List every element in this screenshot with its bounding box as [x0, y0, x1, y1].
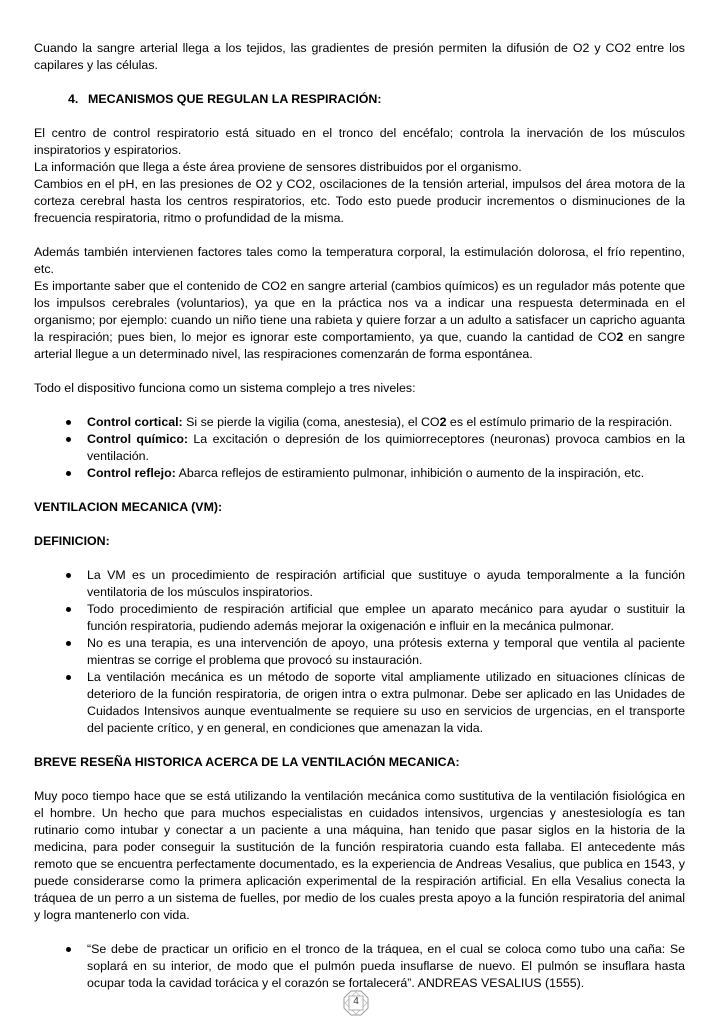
level-bold: 2	[439, 415, 447, 429]
bullet-icon	[66, 675, 71, 680]
co2-subscript-bold: 2	[616, 330, 624, 344]
paragraph-co2-regulator	[34, 278, 685, 363]
history-heading: BREVE RESEÑA HISTORICA ACERCA DE LA VENTILACIÓN MECANICA:	[34, 755, 460, 769]
definition-text: Todo procedimiento de respiración artificial que emplee un aparato mecánico para ayudar o sustituir la función respiratoria, pudiendo además mejorar la oxigenación e influir en la mecánica pulmonar.	[87, 602, 685, 633]
bullet-icon	[66, 947, 71, 952]
level-label: Control cortical:	[87, 415, 183, 429]
paragraph-sensors: La información que llega a éste área proviene de sensores distribuidos por el organismo.	[34, 160, 522, 174]
list-item	[34, 431, 685, 465]
bullet-icon	[66, 437, 71, 442]
intro-paragraph: Cuando la sangre arterial llega a los tejidos, las gradientes de presión permiten la difusión de O2 y CO2 entre los capilares y las células.	[34, 41, 685, 72]
list-item	[34, 601, 685, 635]
quote-list	[34, 941, 685, 992]
co2-text-before: Es importante saber que el contenido de CO2 en sangre arterial (cambios químicos) es un regulador más potente que los impulsos cerebrales (voluntarios), ya que en la práctica nos va a indicar una respuesta determinada en el organismo; por ejemplo: cuando un niño tiene una rabieta y quiere forzar a un adulto a satisfacer un capricho aguanta la respiración; pues bien, lo mejor es ignorar este comportamiento, ya que, cuando la cantidad de CO	[34, 279, 685, 344]
bullet-icon	[66, 573, 71, 578]
bullet-icon	[66, 607, 71, 612]
co2-text-after: en sangre arterial llegue a un determinado nivel, las respiraciones comenzarán de forma espontánea.	[34, 330, 685, 361]
page-content	[34, 40, 685, 992]
section-4-number: 4.	[68, 92, 79, 106]
level-text: Si se pierde la vigilia (coma, anestesia), el CO	[182, 415, 440, 429]
definitions-list	[34, 567, 685, 737]
list-item	[34, 669, 685, 737]
history-paragraph: Muy poco tiempo hace que se está utilizando la ventilación mecánica como sustitutiva de la ventilación fisiológica en el hombre. Un hecho que para muchos especialistas en cuidados intensivos, urgencias y anestesiología es tan rutinario como intubar y conectar a un paciente a una máquina, han tenido que pasar siglos en la historia de la medicina, para poder conseguir la sustitución de la función respiratoria cuando esta fallaba. El antecedente más remoto que se encuentra perfectamente documentado, es la experiencia de Andreas Vesalius, que publica en 1543, y puede considerarse como la primera aplicación experimental de la respiración artificial. En ella Vesalius conecta la tráquea de un perro a un sistema de fuelles, por medio de los cuales presta apoyo a la función respiratoria del animal y logra mantenerlo con vida.	[34, 789, 685, 922]
paragraph-other-factors: Además también intervienen factores tales como la temperatura corporal, la estimulación dolorosa, el frío repentino, etc.	[34, 245, 685, 276]
page-number: 4	[353, 996, 359, 1007]
level-text: Abarca reflejos de estiramiento pulmonar, inhibición o aumento de la inspiración, etc.	[175, 466, 645, 480]
section-4-title: MECANISMOS QUE REGULAN LA RESPIRACIÓN:	[88, 92, 382, 106]
list-item	[34, 635, 685, 669]
list-item	[34, 465, 685, 482]
list-item	[34, 567, 685, 601]
list-item	[34, 941, 685, 992]
control-levels-list	[34, 414, 685, 482]
definition-text: No es una terapia, es una intervención de apoyo, una prótesis externa y temporal que ventila al paciente mientras se corrige el problema que provocó su instauración.	[87, 636, 685, 667]
bullet-icon	[66, 420, 71, 425]
vm-heading: VENTILACION MECANICA (VM):	[34, 500, 223, 514]
list-item	[34, 414, 685, 431]
bullet-icon	[66, 641, 71, 646]
section-4-heading	[34, 91, 685, 108]
page-number-badge	[343, 990, 369, 1016]
definition-text: La ventilación mecánica es un método de soporte vital ampliamente utilizado en situaciones clínicas de deterioro de la función respiratoria, de origen intra o extra pulmonar. Debe ser aplicado en las Unidades de Cuidados Intensivos aunque eventualmente se requiere su uso en servicios de urgencias, en el transporte del paciente crítico, y en general, en condiciones que amenazan la vida.	[87, 670, 685, 735]
level-text-after: es el estímulo primario de la respiración.	[446, 415, 673, 429]
definition-text: La VM es un procedimiento de respiración artificial que sustituye o ayuda temporalmente a la función ventilatoria de los músculos inspiratorios.	[87, 568, 685, 599]
bullet-icon	[66, 471, 71, 476]
paragraph-ph-changes: Cambios en el pH, en las presiones de O2 y CO2, oscilaciones de la tensión arterial, impulsos del área motora de la corteza cerebral hasta los centros respiratorios, etc. Todo esto puede producir incrementos o disminuciones de la frecuencia respiratoria, ritmo o profundidad de la misma.	[34, 177, 685, 225]
level-label: Control reflejo:	[87, 466, 176, 480]
vesalius-quote: “Se debe de practicar un orificio en el tronco de la tráquea, en el cual se coloca como tubo una caña: Se soplará en su interior, de modo que el pulmón pueda insuflarse de nuevo. El pulmón se insuflara hasta ocupar toda la cavidad torácica y el corazón se fortalecerá”. ANDREAS VESALIUS (1555).	[87, 942, 685, 990]
definition-heading: DEFINICION:	[34, 534, 110, 548]
paragraph-three-levels: Todo el dispositivo funciona como un sistema complejo a tres niveles:	[34, 381, 416, 395]
paragraph-control-center: El centro de control respiratorio está situado en el tronco del encéfalo; controla la inervación de los músculos inspiratorios y espiratorios.	[34, 126, 685, 157]
level-label: Control químico:	[87, 432, 189, 446]
level-text: La excitación o depresión de los quimiorreceptores (neuronas) provoca cambios en la ventilación.	[87, 432, 685, 463]
